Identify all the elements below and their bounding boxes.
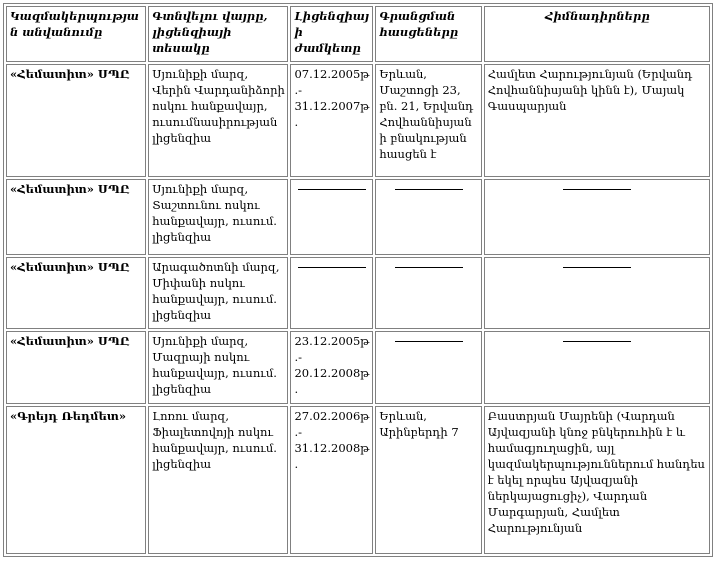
empty-dash	[395, 267, 463, 268]
cell-organization: «Հեմատիտ» ՍՊԸ	[6, 257, 146, 329]
empty-dash	[395, 341, 463, 342]
cell-term: 23.12.2005թ.- 20.12.2008թ.	[290, 331, 373, 404]
cell-organization: «Գրեյդ Ռեդմետ»	[6, 406, 146, 554]
cell-address	[375, 179, 481, 255]
empty-dash	[298, 267, 366, 268]
cell-term	[290, 257, 373, 329]
header-registration-addresses: Գրանցման հասցեները	[375, 6, 481, 62]
cell-founders: Համլետ Հարությունյան (Երվանդ Հովհաննիսյանի կինն է), Մայակ Գասպարյան	[484, 64, 710, 177]
header-founders: Հիմնադիրները	[484, 6, 710, 62]
cell-term: 07.12.2005թ.- 31.12.2007թ.	[290, 64, 373, 177]
header-location-license-type: Գտնվելու վայրը, լիցենզիայի տեսակը	[148, 6, 288, 62]
empty-dash	[563, 267, 631, 268]
empty-dash	[395, 189, 463, 190]
cell-location: Սյունիքի մարզ, Տաշտունու ոսկու հանքավայր, ուսում. լիցենզիա	[148, 179, 288, 255]
cell-founders	[484, 257, 710, 329]
empty-dash	[563, 189, 631, 190]
cell-organization: «Հեմատիտ» ՍՊԸ	[6, 64, 146, 177]
table-row	[6, 257, 710, 329]
cell-address: Երևան, Արինբերդի 7	[375, 406, 481, 554]
cell-location: Սյունիքի մարզ, Վերին Վարդանիձորի ոսկու հանքավայր, ուսումնասիրության լիցենզիա	[148, 64, 288, 177]
cell-term	[290, 179, 373, 255]
cell-location: Սյունիքի մարզ, Մազրայի ոսկու հանքավայր, ուսում. լիցենզիա	[148, 331, 288, 404]
table-row	[6, 179, 710, 255]
header-organization: Կազմակերպության անվանումը	[6, 6, 146, 62]
cell-address	[375, 257, 481, 329]
cell-location: Արագածոտնի մարզ, Միփանի ոսկու հանքավայր, ուսում. լիցենզիա	[148, 257, 288, 329]
empty-dash	[563, 341, 631, 342]
cell-location: Լոռու մարզ, Ֆիալետովոյի ոսկու հանքավայր, ուսում. լիցենզիա	[148, 406, 288, 554]
cell-address: Երևան, Մաշտոցի 23, բն. 21, Երվանդ Հովհաննիսյանի բնակության հասցեն է	[375, 64, 481, 177]
licenses-table	[3, 3, 713, 557]
empty-dash	[298, 189, 366, 190]
cell-organization: «Հեմատիտ» ՍՊԸ	[6, 179, 146, 255]
cell-organization: «Հեմատիտ» ՍՊԸ	[6, 331, 146, 404]
table-row	[6, 64, 710, 177]
cell-term: 27.02.2006թ.- 31.12.2008թ.	[290, 406, 373, 554]
cell-founders: Բաստրյան Մայրենի (Վարդան Այվազյանի կնոջ բնկերուհին է և համագյուղացին, այլ կազմակերպություններում հանդես է եկել որպես Այվազյանի ներկայացուցիչ), Վարդան Մարգարյան, Համլետ Հարությունյան	[484, 406, 710, 554]
header-license-term: Լիցենզիայի ժամկետը	[290, 6, 373, 62]
table-row	[6, 406, 710, 554]
cell-address	[375, 331, 481, 404]
cell-founders	[484, 179, 710, 255]
header-row	[6, 6, 710, 62]
table-row	[6, 331, 710, 404]
cell-founders	[484, 331, 710, 404]
